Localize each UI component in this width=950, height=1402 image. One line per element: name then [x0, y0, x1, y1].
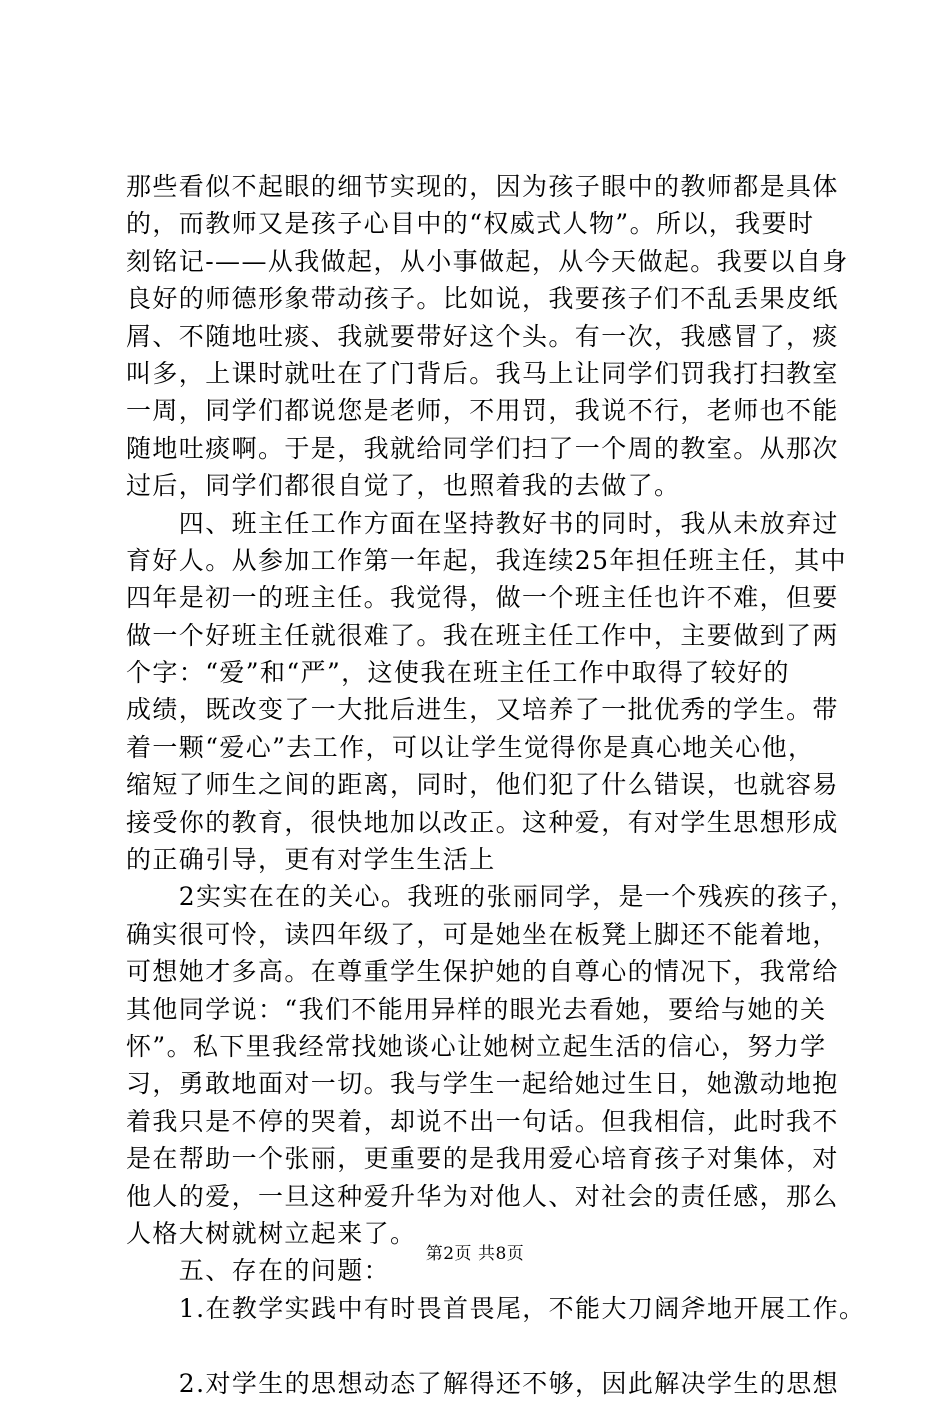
text-line: 叫多，上课时就吐在了门背后。我马上让同学们罚我打扫教室 — [126, 358, 839, 388]
text-line: 一周，同学们都说您是老师，不用罚，我说不行，老师也不能 — [126, 396, 839, 426]
paragraph-start-line: 四、班主任工作方面在坚持教好书的同时，我从未放弃过 — [126, 508, 839, 538]
text-line: 缩短了师生之间的距离，同时，他们犯了什么错误，也就容易 — [126, 770, 839, 800]
text-line: 的，而教师又是孩子心目中的“权威式人物”。所以，我要时 — [126, 209, 815, 239]
document-body — [126, 168, 866, 1402]
list-item: 1.在教学实践中有时畏首畏尾，不能大刀阔斧地开展工作。 — [126, 1293, 866, 1323]
text-line: 人格大树就树立起来了。 — [126, 1218, 417, 1248]
text-line: 育好人。从参加工作第一年起，我连续25年担任班主任，其中 — [126, 545, 848, 575]
page-footer — [0, 1243, 950, 1265]
text-line: 其他同学说：“我们不能用异样的眼光去看她，要给与她的关 — [126, 994, 827, 1024]
text-line: 怀”。私下里我经常找她谈心让她树立起生活的信心，努力学 — [126, 1031, 827, 1061]
page-number-indicator: 第2页 共8页 — [425, 1244, 525, 1264]
text-line: 良好的师德形象带动孩子。比如说，我要孩子们不乱丢果皮纸 — [126, 284, 839, 314]
text-line: 做一个好班主任就很难了。我在班主任工作中，主要做到了两 — [126, 620, 839, 650]
text-line: 是在帮助一个张丽，更重要的是我用爱心培育孩子对集体，对 — [126, 1144, 839, 1174]
text-line: 屑、不随地吐痰、我就要带好这个头。有一次，我感冒了，痰 — [126, 321, 839, 351]
text-line: 可想她才多高。在尊重学生保护她的自尊心的情况下，我常给 — [126, 957, 839, 987]
text-line: 接受你的教育，很快地加以改正。这种爱，有对学生思想形成 — [126, 807, 839, 837]
text-line: 随地吐痰啊。于是，我就给同学们扫了一个周的教室。从那次 — [126, 433, 839, 463]
text-line: 确实很可怜，读四年级了，可是她坐在板凳上脚还不能着地， — [126, 919, 839, 949]
text-line: 四年是初一的班主任。我觉得，做一个班主任也许不难，但要 — [126, 583, 839, 613]
paragraph-start-line: 2实实在在的关心。我班的张丽同学，是一个残疾的孩子， — [126, 882, 857, 912]
list-item: 2.对学生的思想动态了解得还不够，因此解决学生的思想 — [126, 1368, 840, 1398]
text-line: 过后，同学们都很自觉了，也照着我的去做了。 — [126, 471, 681, 501]
blank-line — [126, 1327, 836, 1364]
text-line: 刻铭记-——从我做起，从小事做起，从今天做起。我要以自身 — [126, 246, 849, 276]
text-line: 成绩，既改变了一大批后进生，又培养了一批优秀的学生。带 — [126, 695, 839, 725]
text-line: 个字：“爱”和“严”，这使我在班主任工作中取得了较好的 — [126, 658, 790, 688]
text-line: 那些看似不起眼的细节实现的，因为孩子眼中的教师都是具体 — [126, 172, 839, 201]
text-line: 习，勇敢地面对一切。我与学生一起给她过生日，她激动地抱 — [126, 1069, 839, 1099]
section-heading: 五、存在的问题： — [126, 1256, 391, 1286]
text-line: 着我只是不停的哭着，却说不出一句话。但我相信，此时我不 — [126, 1106, 839, 1136]
text-line: 他人的爱，一旦这种爱升华为对他人、对社会的责任感，那么 — [126, 1181, 839, 1211]
text-line: 着一颗“爱心”去工作，可以让学生觉得你是真心地关心他， — [126, 732, 815, 762]
text-line: 的正确引导，更有对学生生活上 — [126, 845, 496, 875]
